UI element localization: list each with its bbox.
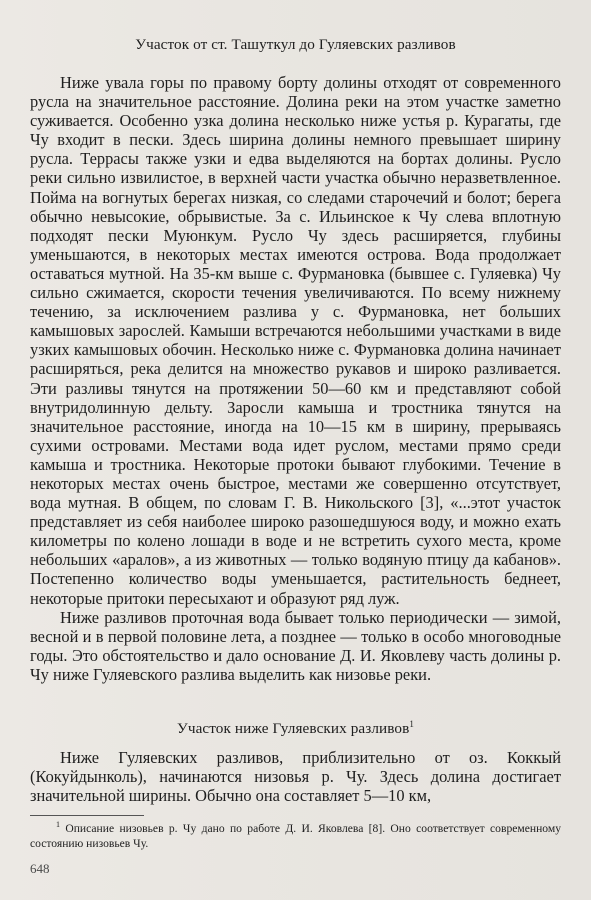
paragraph-3: Ниже Гуляевских разливов, приблизительно от оз. Коккый (Кокуйдынколь), начинаются низовья р. Чу. Здесь долина достигает значительной ширины. Обычно она составляет 5—10 км, [30, 748, 561, 806]
footnote-mark: 1 [56, 820, 60, 830]
section-heading-text: Участок ниже Гуляевских разливов [177, 720, 410, 737]
page-number: 648 [30, 861, 50, 876]
section-body-below-gulyaevka [30, 748, 561, 805]
footnote-reference[interactable]: 1 [409, 718, 414, 729]
footnote-divider [30, 815, 144, 816]
paragraph-2: Ниже разливов проточная вода бывает только периодически — зимой, весной и в первой половине лета, а позднее — только в особо многоводные годы. Это обстоятельство и дало основание Д. И. Яковлеву часть долины р. Чу ниже Гуляевского разлива выделить как низовье реки. [30, 607, 561, 684]
paragraph-1: Ниже увала горы по правому борту долины отходят от современного русла на значительное расстояние. Долина реки на этом участке заметно суживается. Особенно узка долина несколько ниже устья р. Курагаты, где Чу входит в пески. Здесь ширина долины немного превышает ширину русла. Террасы также узки и едва выделяются на бортах долины. Русло реки сильно извилистое, в верхней части участка обычно неразветвленное. Пойма на вогнутых берегах низкая, со следами старочечий и болот; берега обычно невысокие, обрывистые. За с. Ильинское к Чу слева вплотную подходят пески Муюнкум. Русло Чу здесь расширяется, глубины уменьшаются, в некоторых местах имеются острова. Вода продолжает оставаться мутной. На 35-км выше с. Фурмановка (бывшее с. Гуляевка) Чу сильно сжимается, скорости течения увеличиваются. По всему нижнему течению, за исключением разлива у с. Фурмановка, нет больших камышовых зарослей. Камыши встречаются небольшими участками в виде узких камышовых обочин. Несколько ниже с. Фурмановка долина начинает расширяться, река делится на множество рукавов и широко разливается. Эти разливы тянутся на протяжении 50—60 км и представляют собой внутридолинную дельту. Заросли камыша и тростника тянутся на значительное расстояние, иногда на 10—15 км в ширину, прерываясь сухими островами. Местами вода идет руслом, местами прямо среди камыша и тростника. Некоторые протоки бывают глубокими. Течение в некоторых местах очень быстрое, местами же совершенно отсутствует, вода мутная. В общем, по словам Г. В. Никольского [3], «...этот участок представляет из себя наиболее широко разошедшуюся воду, и можно ехать километры по колено лошади в воде и не встретить сухого места, кроме небольших «аралов», а из животных — только водяную птицу да кабанов». Постепенно количество воды уменьшается, растительность беднеет, некоторые притоки пересыхают и образуют ряд луж. [30, 73, 561, 608]
section-body-tashutkul [30, 73, 561, 684]
section-heading-below-gulyaevka [30, 720, 561, 738]
section-heading-tashutkul: Участок от ст. Ташуткул до Гуляевских разливов [135, 36, 456, 53]
footnote-text: Описание низовьев р. Чу дано по работе Д. И. Яковлева [8]. Оно соответствует современному состоянию низовьев Чу. [30, 822, 561, 850]
footnote [30, 821, 561, 851]
